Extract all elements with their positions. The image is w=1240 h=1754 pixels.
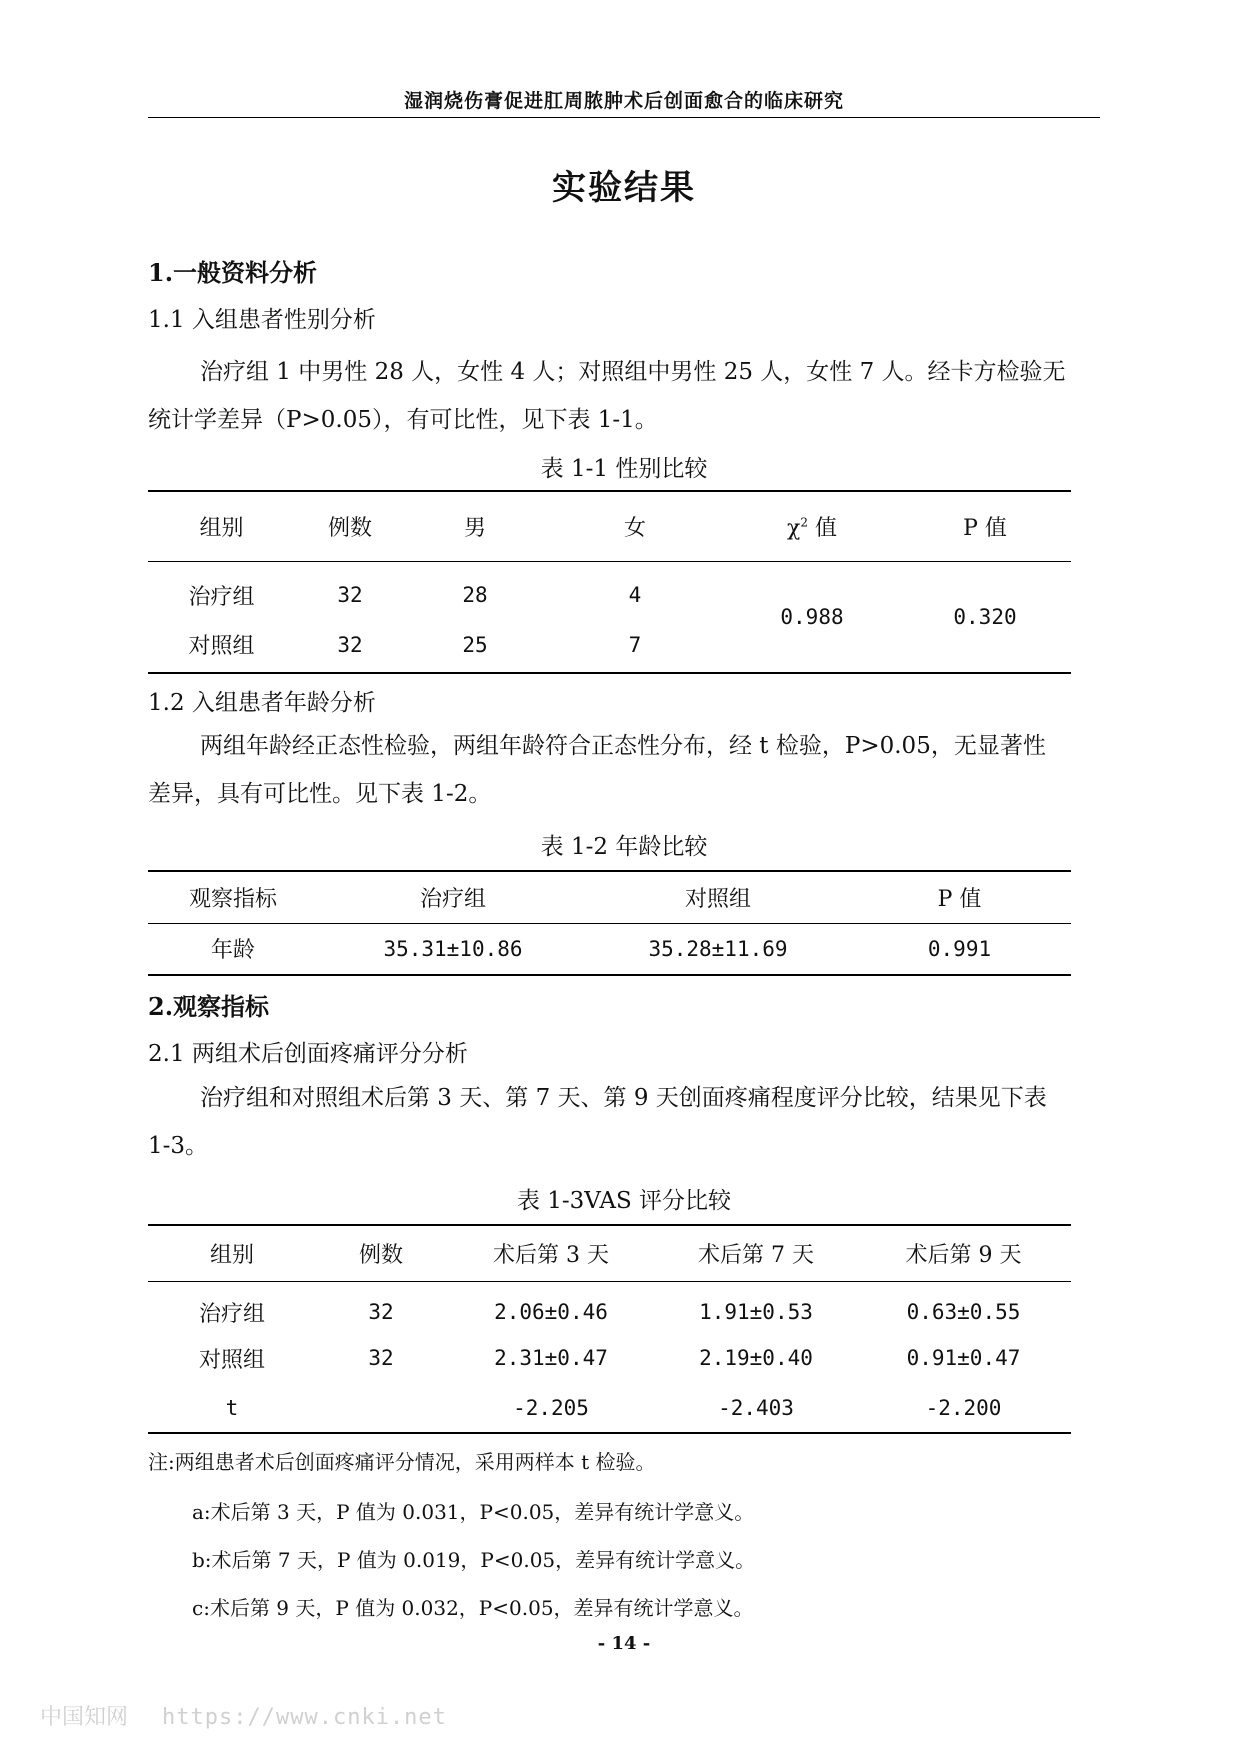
table-1-2: [148, 870, 1071, 976]
table-cell: 4: [628, 583, 642, 608]
section-2-1-paragraph: [148, 1074, 1100, 1170]
table-cell: 0.320: [899, 561, 1071, 673]
table-header-row: [148, 491, 1071, 561]
table-cell: 1.91±0.53: [699, 1300, 813, 1325]
table-row: [148, 923, 1071, 975]
table-cell: 32: [337, 583, 363, 608]
table-cell: 治疗组: [198, 1301, 265, 1327]
table-cell: 32: [337, 632, 363, 657]
table-cell: 2.19±0.40: [699, 1346, 813, 1370]
watermark-url: https://www.cnki.net: [162, 1705, 447, 1730]
table-header-row: [148, 1225, 1071, 1281]
table-header-cell: 术后第 7 天: [698, 1242, 814, 1268]
chi-label: 值: [814, 515, 837, 541]
paragraph-line: 差异，具有可比性。见下表 1-2。: [148, 781, 492, 807]
table-note: 注:两组患者术后创面疼痛评分情况，采用两样本 t 检验。: [148, 1450, 656, 1474]
table-header-cell: [725, 491, 899, 561]
table-1-3: [148, 1224, 1071, 1434]
table-cell: 25: [462, 632, 488, 657]
running-header: 湿润烧伤膏促进肛周脓肿术后创面愈合的临床研究: [403, 90, 844, 112]
table-note: c:术后第 9 天，P 值为 0.032，P<0.05，差异有统计学意义。: [192, 1596, 754, 1620]
section-1-1-heading: 1.1 入组患者性别分析: [148, 307, 376, 333]
table-1-1: [148, 490, 1071, 674]
table-header-cell: 男: [463, 515, 486, 541]
page-number: - 14 -: [597, 1633, 651, 1654]
table-1-2-caption: 表 1-2 年龄比较: [540, 834, 708, 860]
table-header-cell: 组别: [209, 1242, 254, 1268]
section-1-heading: 1.一般资料分析: [148, 258, 318, 287]
section-1-2-paragraph: [148, 722, 1100, 818]
table-header-cell: 例数: [327, 515, 372, 541]
table-cell: 对照组: [198, 1347, 265, 1373]
table-1-3-caption: 表 1-3VAS 评分比较: [516, 1188, 732, 1214]
section-2-heading: 2.观察指标: [148, 992, 270, 1021]
table-header-cell: 例数: [358, 1242, 403, 1268]
section-1-2-heading: 1.2 入组患者年龄分析: [148, 690, 376, 716]
paragraph-line: 治疗组和对照组术后第 3 天、第 7 天、第 9 天创面疼痛程度评分比较，结果见下表: [200, 1085, 1047, 1111]
table-cell: 年龄: [210, 938, 255, 964]
table-note: b:术后第 7 天，P 值为 0.019，P<0.05，差异有统计学意义。: [192, 1548, 756, 1572]
table-row: [148, 1281, 1071, 1333]
section-2-1-heading: 2.1 两组术后创面疼痛评分分析: [148, 1041, 468, 1067]
table-cell: [316, 1383, 446, 1433]
table-cell: -2.205: [513, 1395, 589, 1420]
table-header-cell: 女: [623, 515, 646, 541]
table-row: [148, 1333, 1071, 1383]
page-title: 实验结果: [552, 168, 696, 208]
header-rule: [148, 117, 1100, 118]
table-header-cell: 术后第 3 天: [493, 1242, 609, 1268]
section-1-1-paragraph: [148, 348, 1100, 444]
table-cell: 32: [368, 1346, 394, 1370]
table-header-cell: P 值: [937, 886, 982, 912]
table-cell: 2.06±0.46: [494, 1300, 608, 1325]
table-header-cell: 观察指标: [188, 886, 277, 912]
table-cell: 35.28±11.69: [648, 936, 788, 961]
chi-superscript: 2: [800, 515, 808, 530]
table-cell: 35.31±10.86: [383, 936, 523, 961]
table-header-cell: 术后第 9 天: [905, 1242, 1022, 1268]
chi-symbol: χ: [787, 515, 801, 541]
table-cell: 2.31±0.47: [494, 1346, 608, 1370]
table-header-cell: 治疗组: [419, 886, 486, 912]
table-header-cell: 对照组: [684, 886, 751, 912]
table-header-cell: 组别: [199, 515, 244, 541]
table-cell: 0.63±0.55: [906, 1300, 1021, 1325]
table-cell: 治疗组: [188, 584, 255, 610]
table-1-1-caption: 表 1-1 性别比较: [540, 456, 708, 482]
table-cell: 32: [368, 1300, 394, 1325]
paragraph-line: 治疗组 1 中男性 28 人，女性 4 人；对照组中男性 25 人，女性 7 人。经卡方检验无: [200, 359, 1066, 385]
table-header-row: [148, 871, 1071, 923]
table-cell: 0.91±0.47: [906, 1346, 1021, 1370]
table-cell: -2.403: [718, 1395, 794, 1420]
table-row: [148, 1383, 1071, 1433]
paragraph-line: 两组年龄经正态性检验，两组年龄符合正态性分布，经 t 检验，P>0.05，无显著性: [200, 733, 1046, 759]
watermark-brand: 中国知网: [40, 1705, 129, 1730]
table-cell: 对照组: [188, 634, 255, 659]
table-cell: 0.988: [725, 561, 899, 673]
table-header-cell: P 值: [963, 515, 1007, 541]
table-cell: t: [225, 1395, 239, 1420]
table-row: [148, 561, 1071, 617]
watermark: [40, 1700, 447, 1731]
table-note: a:术后第 3 天，P 值为 0.031，P<0.05，差异有统计学意义。: [192, 1500, 755, 1524]
table-cell: -2.200: [925, 1395, 1002, 1420]
paragraph-line: 1-3。: [148, 1133, 209, 1159]
paragraph-line: 统计学差异（P>0.05），有可比性，见下表 1-1。: [148, 407, 658, 433]
table-cell: 7: [628, 632, 642, 657]
table-cell: 0.991: [927, 936, 992, 961]
table-cell: 28: [462, 583, 488, 608]
